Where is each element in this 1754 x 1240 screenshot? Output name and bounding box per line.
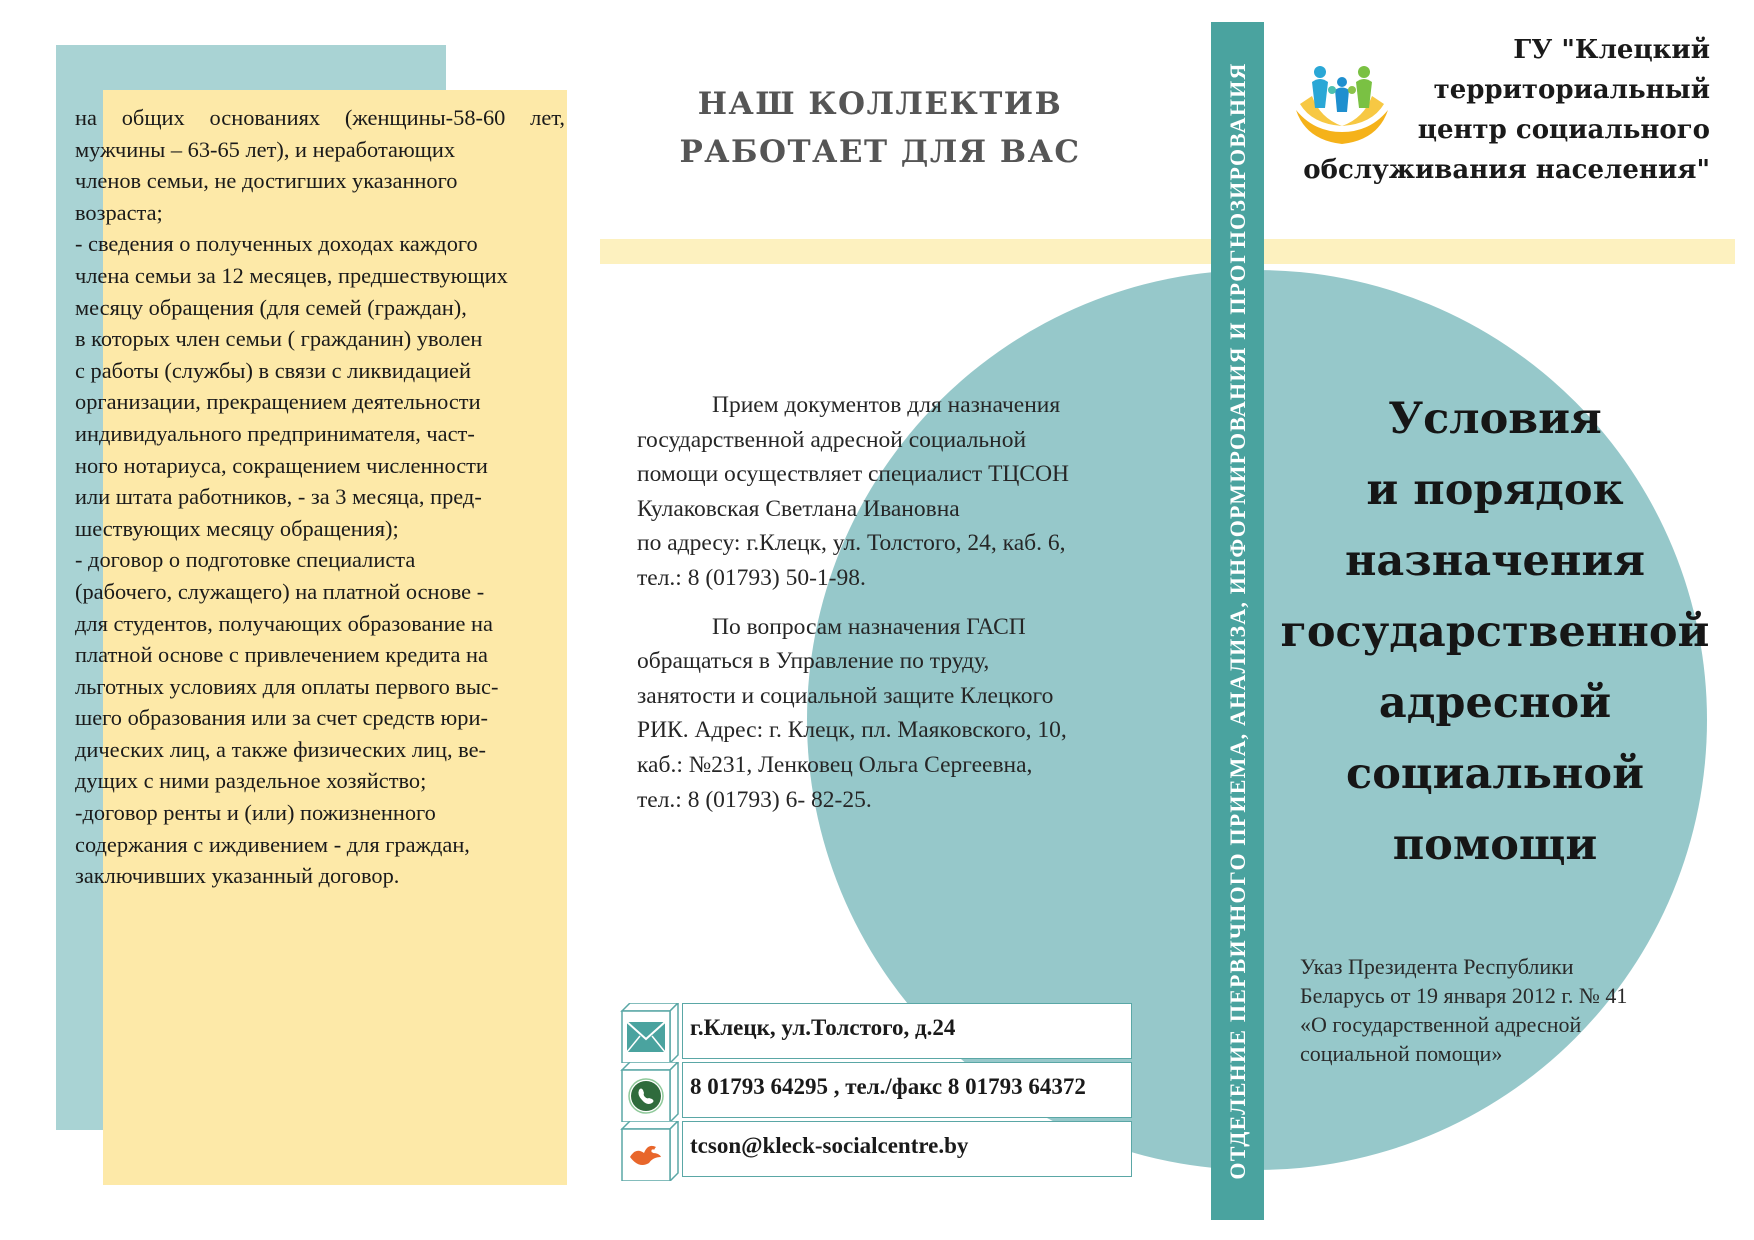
text-line: - сведения о полученных доходах каждого [75, 231, 478, 257]
info-line: занятости и социальной защите Клецкого [637, 682, 1054, 709]
department-strip-label [1211, 22, 1264, 1220]
title-line: Условия [1388, 394, 1602, 444]
title-line: социальной [1346, 749, 1644, 799]
info-line: Кулаковская Светлана Ивановна [637, 495, 960, 522]
text-line: платной основе с привлечением кредита на [75, 642, 488, 668]
text-line: в которых член семьи ( гражданин) уволен [75, 326, 483, 352]
envelope-icon [620, 1003, 680, 1063]
info-line: РИК. Адрес: г. Клецк, пл. Маяковского, 10, [637, 717, 1067, 744]
text-line: месяцу обращения (для семей (граждан), [75, 294, 467, 320]
decorative-stripe [600, 239, 1735, 264]
organization-name-line: ГУ "Клецкий [1513, 35, 1710, 65]
phone-icon [620, 1062, 680, 1122]
text-line: организации, прекращением деятельности [75, 389, 481, 415]
text-line: (рабочего, служащего) на платной основе - [75, 578, 485, 604]
decree-line: Указ Президента Республики [1300, 954, 1574, 979]
text-line: ного нотариуса, сокращением численности [75, 452, 488, 478]
text-line: дических лиц, а также физических лиц, ве- [75, 736, 487, 762]
text-line: дущих с ними раздельное хозяйство; [75, 768, 427, 794]
info-line: каб.: №231, Ленковец Ольга Сергеевна, [637, 751, 1033, 778]
text-line: -договор ренты и (или) пожизненного [75, 800, 436, 826]
text-line: шествующих месяцу обращения); [75, 515, 399, 541]
collective-heading-line: РАБОТАЕТ ДЛЯ ВАС [679, 134, 1081, 170]
collective-heading-line: НАШ КОЛЛЕКТИВ [697, 86, 1063, 122]
brochure-title [1270, 384, 1720, 881]
text-line: члена семьи за 12 месяцев, предшествующих [75, 262, 508, 288]
title-line: государственной [1280, 607, 1710, 657]
contact-email-text: tcson@kleck-socialcentre.by [690, 1133, 969, 1158]
bird-icon [620, 1121, 680, 1181]
text-line: содержания с иждивением - для граждан, [75, 831, 470, 857]
title-line: адресной [1378, 678, 1612, 728]
text-line: - договор о подготовке специалиста [75, 547, 416, 573]
info-line: тел.: 8 (01793) 6- 82-25. [637, 786, 872, 813]
title-line: помощи [1392, 820, 1598, 870]
info-line: государственной адресной социальной [637, 426, 1027, 453]
title-line: назначения [1344, 536, 1646, 586]
info-line: По вопросам назначения ГАСП [712, 613, 1026, 640]
organization-name-line: обслуживания населения" [1303, 155, 1710, 185]
contact-address [620, 1003, 1132, 1059]
decree-line: «О государственной адресной [1300, 1012, 1582, 1037]
contact-phone [620, 1062, 1132, 1118]
text-line: для студентов, получающих образование на [75, 610, 493, 636]
title-line: и порядок [1366, 465, 1624, 515]
collective-heading [600, 80, 1160, 176]
text-line: возраста; [75, 199, 163, 225]
text-line: членов семьи, не достигших указанного [75, 168, 458, 194]
contact-phone-text: 8 01793 64295 , тел./факс 8 01793 64372 [690, 1074, 1086, 1099]
organization-name-line: территориальный [1433, 75, 1710, 105]
reception-info [637, 388, 1157, 817]
text-line: индивидуального предпринимателя, част- [75, 420, 475, 446]
info-line: помощи осуществляет специалист ТЦСОН [637, 461, 1070, 488]
text-line: льготных условиях для оплаты первого выс- [75, 673, 499, 699]
department-name: ОТДЕЛЕНИЕ ПЕРВИЧНОГО ПРИЕМА, АНАЛИЗА, ИНФОРМИРОВАНИЯ И ПРОГНОЗИРОВАНИЯ [1224, 62, 1250, 1180]
contact-email [620, 1121, 1132, 1177]
text-line: мужчины – 63-65 лет), и неработающих [75, 136, 456, 162]
info-line: Прием документов для назначения [712, 392, 1061, 418]
organization-name-line: центр социального [1417, 115, 1710, 145]
text-line: на общих основаниях (женщины-58-60 лет, [75, 105, 565, 130]
decree-line: Беларусь от 19 января 2012 г. № 41 [1300, 983, 1628, 1008]
text-line: заключивших указанный договор. [75, 863, 400, 889]
text-line: или штата работников, - за 3 месяца, пред- [75, 484, 482, 510]
decree-line: социальной помощи» [1300, 1041, 1503, 1066]
required-documents-text [75, 102, 565, 892]
decree-reference [1300, 952, 1720, 1068]
info-line: обращаться в Управление по труду, [637, 648, 990, 675]
organization-name [1290, 30, 1710, 190]
info-line: тел.: 8 (01793) 50-1-98. [637, 564, 866, 591]
text-line: шего образования или за счет средств юри- [75, 705, 488, 731]
contact-address-text: г.Клецк, ул.Толстого, д.24 [690, 1015, 956, 1040]
text-line: с работы (службы) в связи с ликвидацией [75, 357, 471, 383]
info-line: по адресу: г.Клецк, ул. Толстого, 24, каб. 6, [637, 530, 1066, 557]
